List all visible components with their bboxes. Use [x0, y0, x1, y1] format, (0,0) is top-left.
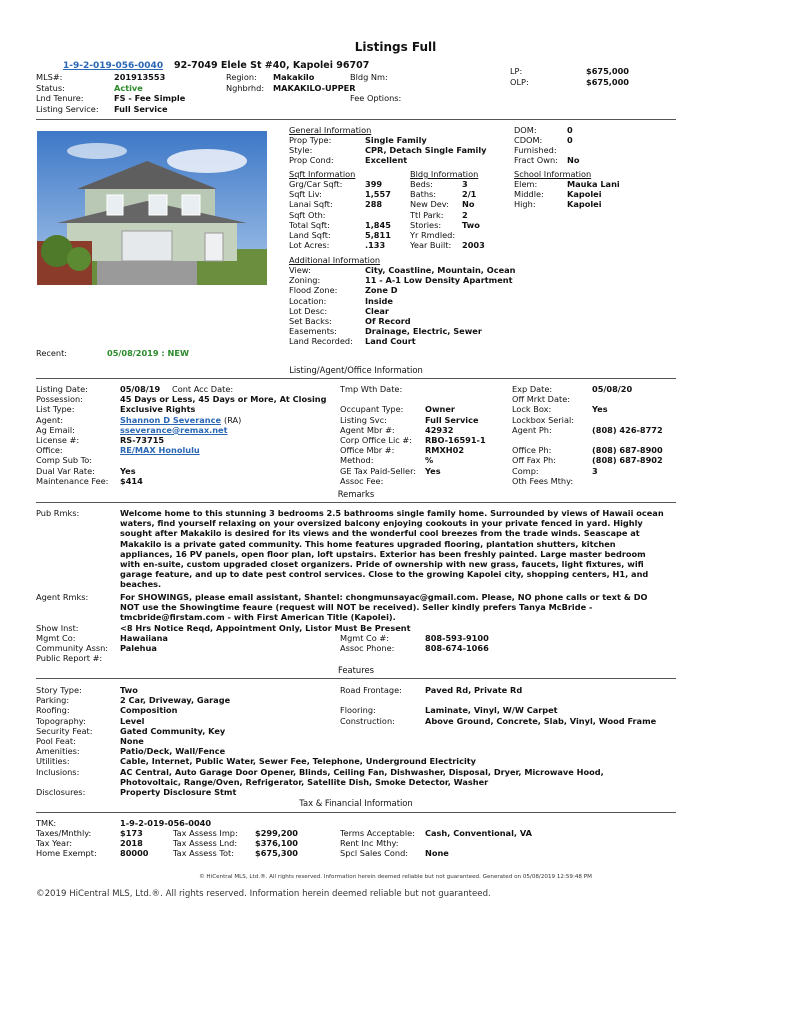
bldg-field-label: New Dev: [410, 199, 449, 210]
feature-field-label: Topography: [36, 715, 86, 726]
school-field-label: Middle: [514, 189, 544, 200]
bldg-label: Bldg Nm: [350, 72, 388, 82]
listing-field-label: Oth Fees Mthy: [512, 475, 574, 486]
olp-label: OLP: [510, 77, 529, 87]
footer-small: © HiCentral MLS, Ltd.®. All rights reserved. Information herein deemed reliable but not guaranteed. Generated on 05/08/2019 12:59:48 PM [199, 874, 592, 880]
mgmt-co-number-label: Mgmt Co #: [340, 633, 389, 643]
pub-remarks-label: Pub Rmks: [36, 508, 80, 518]
lp-label: LP: [510, 66, 523, 76]
additional-field-value: 11 - A-1 Low Density Apartment [365, 275, 513, 286]
listing-field-label: Possession: [36, 394, 83, 405]
listing-field-label: List Type: [36, 404, 75, 415]
listing-field-value: 05/08/19 [120, 384, 161, 394]
style-label: Style: [289, 145, 313, 155]
listing-field-suffix: (RA) [224, 414, 242, 425]
bldg-field-label: Baths: [410, 189, 437, 200]
tax-field-value: $173 [120, 828, 143, 838]
sqft-field-label: Total Sqft: [289, 219, 330, 230]
olp-value: $675,000 [586, 77, 629, 87]
school-field-value: Kapolei [567, 189, 602, 200]
feature-field-label: Security Feat: [36, 725, 93, 736]
listing-field-value: 3 [592, 465, 598, 476]
sqft-field-value: 288 [365, 199, 383, 210]
tax-field-label: Tax Assess Imp: [173, 828, 238, 838]
listing-field-label: Dual Var Rate: [36, 465, 95, 476]
show-inst-label: Show Inst: [36, 623, 79, 633]
divider [36, 812, 676, 813]
feature-field-value: Photovoltaic, Range/Oven, Refrigerator, Satellite Dish, Smoke Detector, Washer [120, 776, 489, 787]
additional-field-value: Drainage, Electric, Sewer [365, 326, 482, 337]
prop-cond-value: Excellent [365, 155, 408, 165]
tax-field-label: Spcl Sales Cond: [340, 848, 409, 859]
listing-field-value[interactable]: RE/MAX Honolulu [120, 445, 200, 456]
show-inst-value: <8 Hrs Notice Reqd, Appointment Only, Listor Must Be Present [120, 623, 411, 633]
feature-field-value: Laminate, Vinyl, W/W Carpet [425, 705, 558, 716]
listing-field-label: Agent Ph: [512, 424, 552, 435]
bldg-field-label: Yr Rmdled: [410, 230, 456, 240]
tax-field-value: None [425, 848, 449, 859]
feature-field-value: Gated Community, Key [120, 725, 226, 736]
tax-field-label: Terms Acceptable: [340, 828, 415, 838]
mls-label: MLS#: [36, 72, 63, 82]
property-photo[interactable] [37, 131, 267, 285]
furnished-label: Furnished: [514, 145, 557, 155]
listing-field-value: Full Service [425, 414, 479, 425]
additional-field-label: Lot Desc: [289, 305, 328, 316]
feature-field-label: Pool Feat: [36, 736, 76, 746]
section-tax-heading: Tax & Financial Information [299, 798, 413, 808]
listing-address: 92-7049 Elele St #40, Kapolei 96707 [174, 60, 370, 71]
feature-field-label: Roofing: [36, 705, 70, 716]
listing-field-label: Office Ph: [512, 445, 552, 456]
listing-field-value: % [425, 455, 434, 466]
additional-field-value: Of Record [365, 316, 411, 326]
sqft-field-value: 5,811 [365, 230, 391, 240]
general-info-heading: General Information [289, 125, 372, 135]
sqft-field-label: Sqft Liv: [289, 189, 322, 200]
feature-field-label: Road Frontage: [340, 685, 402, 695]
listing-field-value: (808) 687-8900 [592, 445, 663, 456]
mgmt-co-number-value: 808-593-9100 [425, 633, 489, 643]
section-agent-heading: Listing/Agent/Office Information [289, 365, 423, 375]
public-report-label: Public Report #: [36, 653, 103, 663]
listing-field-value: $414 [120, 475, 143, 486]
sqft-field-label: Land Sqft: [289, 230, 331, 240]
listing-field-value: (808) 426-8772 [592, 424, 663, 435]
additional-field-label: Set Backs: [289, 316, 332, 326]
fract-own-value: No [567, 155, 580, 165]
listing-field-value: RMXH02 [425, 445, 465, 456]
bldg-field-label: Beds: [410, 179, 433, 189]
sqft-field-label: Grg/Car Sqft: [289, 179, 343, 189]
additional-field-label: Flood Zone: [289, 285, 338, 296]
listing-field-label: License #: [36, 435, 80, 445]
sqft-field-label: Lanai Sqft: [289, 199, 333, 210]
bldg-field-value: No [462, 199, 475, 210]
feature-field-label: Flooring: [340, 705, 376, 716]
tax-field-label: Tax Assess Lnd: [173, 838, 238, 849]
fract-own-label: Fract Own: [514, 155, 558, 165]
pub-remarks-text: Welcome home to this stunning 3 bedrooms 2.5 bathrooms single family home. Surrounded by views of Hawaii ocean waters, find yourself relaxing on your oversized balcony enjoying cookouts in your private fenced in yard. Highly sought after Makakilo is desired for its views and the wonderful cool breezes from the trade winds. Seascape at Makakilo is a private gated community. This home features upgraded flooring, plantation shutters, kitchen appliances, 16 PV panels, open floor plan, loft upstairs. Exterior has been freshly painted. Large master bedroom with en-suite, custom upgraded closet organizers. Pride of ownership with new grass, faucets, light fixtures, wifi garage feature, and up to date pest control services. Close to the growing Kapolei city, shopping centers, H1, and beaches. [120, 508, 664, 590]
prop-cond-label: Prop Cond: [289, 155, 334, 165]
tax-field-value: 2018 [120, 838, 143, 849]
feature-field-value: Above Ground, Concrete, Slab, Vinyl, Wood Frame [425, 715, 657, 726]
school-field-value: Mauka Lani [567, 179, 620, 189]
sqft-field-value: 1,845 [365, 219, 391, 230]
tmk-label: TMK: [36, 818, 57, 828]
listing-field-label: GE Tax Paid-Seller: [340, 465, 417, 476]
listing-field-label: Agent Mbr #: [340, 424, 395, 435]
school-info-heading: School Information [514, 169, 592, 179]
listing-field-label: Method: [340, 455, 374, 466]
tenure-label: Lnd Tenure: [36, 93, 84, 103]
divider [36, 678, 676, 679]
feature-field-label: Inclusions: [36, 766, 80, 777]
dom-value: 0 [567, 125, 573, 135]
section-features-heading: Features [337, 665, 374, 675]
lp-value: $675,000 [586, 66, 629, 76]
additional-field-value: Clear [365, 305, 389, 316]
additional-field-label: View: [289, 265, 311, 275]
feature-field-value: AC Central, Auto Garage Door Opener, Blinds, Ceiling Fan, Dishwasher, Disposal, Dryer, Microwave Hood, [120, 766, 604, 777]
school-field-label: Elem: [514, 179, 538, 189]
mgmt-co-value: Hawaiiana [120, 633, 168, 643]
additional-field-label: Zoning: [289, 275, 321, 286]
feature-field-value: Paved Rd, Private Rd [425, 685, 523, 695]
school-field-value: Kapolei [567, 199, 602, 210]
status-value: Active [114, 83, 143, 93]
feature-field-value: Cable, Internet, Public Water, Sewer Fee, Telephone, Underground Electricity [120, 756, 477, 767]
listing-field-value: Yes [120, 465, 136, 476]
mls-number: 201913553 [114, 72, 166, 82]
additional-field-value: Land Court [365, 336, 416, 347]
feature-field-value: Composition [120, 705, 178, 716]
additional-field-value: Zone D [365, 285, 398, 296]
tax-field-label: Tax Year: [36, 838, 73, 849]
bldg-field-value: 2003 [462, 240, 485, 251]
agent-remarks-label: Agent Rmks: [36, 592, 89, 602]
tmk-link[interactable]: 1-9-2-019-056-0040 [63, 61, 164, 71]
sqft-field-value: .133 [365, 240, 386, 251]
listing-field-value: Exclusive Rights [120, 404, 196, 415]
listing-field-label: Ag Email: [36, 424, 75, 435]
additional-field-label: Land Recorded: [289, 336, 353, 347]
additional-field-label: Easements: [289, 326, 337, 337]
feature-field-label: Amenities: [36, 746, 80, 757]
section-remarks-heading: Remarks [337, 489, 375, 499]
fee-options-label: Fee Options: [350, 93, 402, 103]
feature-field-label: Parking: [36, 695, 70, 706]
community-assn-label: Community Assn: [36, 643, 109, 653]
listing-field-label: Comp Sub To: [36, 455, 93, 466]
listing-field-label: Off Fax Ph: [512, 455, 556, 466]
additional-field-value: Inside [365, 295, 393, 306]
dom-label: DOM: [514, 125, 537, 135]
listing-field-label: Assoc Fee: [340, 475, 384, 486]
divider [36, 502, 676, 503]
feature-field-value: Level [120, 715, 145, 726]
tax-field-value: Cash, Conventional, VA [425, 828, 532, 838]
listing-field-value: Owner [425, 404, 455, 415]
nghbrhd-label: Nghbrhd: [226, 83, 265, 93]
cdom-label: CDOM: [514, 135, 543, 145]
listing-field-label: Exp Date: [512, 384, 553, 394]
bldg-field-value: 2/1 [462, 189, 477, 200]
tax-field-value: 80000 [120, 848, 149, 859]
feature-field-value: Two [120, 685, 138, 695]
sqft-field-label: Lot Acres: [289, 240, 330, 251]
listing-field-label: Occupant Type: [340, 404, 404, 415]
tax-field-value: $675,300 [255, 848, 298, 859]
listing-field-value: 42932 [425, 424, 454, 435]
listing-field-label: Listing Svc: [340, 414, 387, 425]
feature-field-value: Property Disclosure Stmt [120, 787, 237, 797]
listing-field-value: RBO-16591-1 [425, 435, 486, 445]
style-value: CPR, Detach Single Family [365, 145, 487, 155]
region-value: Makakilo [273, 72, 315, 82]
listing-field-label: Listing Date: [36, 384, 88, 394]
feature-field-value: 2 Car, Driveway, Garage [120, 695, 231, 706]
listing-field-label: Office: [36, 445, 63, 456]
divider [36, 378, 676, 379]
bldg-field-value: Two [462, 219, 480, 230]
bldg-field-label: Year Built: [410, 240, 452, 251]
community-assn-value: Palehua [120, 643, 157, 653]
tax-field-label: Rent Inc Mthy: [340, 838, 399, 849]
additional-info-heading: Additional Information [289, 255, 381, 265]
tax-field-label: Tax Assess Tot: [173, 848, 234, 859]
additional-field-value: City, Coastline, Mountain, Ocean [365, 265, 516, 275]
region-label: Region: [226, 72, 257, 82]
listing-field-label: Off Mrkt Date: [512, 394, 571, 405]
feature-field-label: Construction: [340, 715, 395, 726]
sqft-info-heading: Sqft Information [289, 169, 356, 179]
prop-type-label: Prop Type: [289, 135, 332, 145]
service-label: Listing Service: [36, 104, 99, 114]
sqft-field-value: 399 [365, 179, 383, 189]
sqft-field-value: 1,557 [365, 189, 391, 200]
listing-field-value: 45 Days or Less, 45 Days or More, At Closing [120, 394, 327, 405]
recent-value: 05/08/2019 : NEW [107, 348, 190, 358]
agent-remarks-text: For SHOWINGS, please email assistant, Shantel: chongmunsayac@gmail.com. Please, NO phone calls or text & DO NOT use the Showingtime feaure (request will NOT be received). Seller kindly prefers Tanya McBride - tmcbride@firstam.com - with First American Title (Kapolei). [120, 592, 648, 623]
prop-type-value: Single Family [365, 135, 427, 145]
bldg-field-label: Stories: [410, 219, 442, 230]
listing-field-label: Lockbox Serial: [512, 414, 574, 425]
tmk-value: 1-9-2-019-056-0040 [120, 818, 212, 828]
nghbrhd-value: MAKAKILO-UPPER [273, 83, 356, 93]
listing-field-label: Corp Office Lic #: [340, 435, 412, 445]
sqft-field-label: Sqft Oth: [289, 209, 326, 220]
listing-field-label: Office Mbr #: [340, 445, 395, 456]
bldg-info-heading: Bldg Information [410, 169, 479, 179]
listing-field-label: Comp: [512, 465, 539, 476]
status-label: Status: [36, 83, 65, 93]
listing-field-value: 05/08/20 [592, 384, 633, 394]
listing-field-value[interactable]: Shannon D Severance [120, 414, 221, 425]
listing-field-label: Agent: [36, 414, 63, 425]
cont-acc-label: Cont Acc Date: [172, 384, 234, 394]
listing-field-value: RS-73715 [120, 435, 165, 445]
bldg-field-value: 3 [462, 179, 468, 189]
cdom-value: 0 [567, 135, 573, 145]
feature-field-label: Story Type: [36, 685, 82, 695]
assoc-phone-value: 808-674-1066 [425, 643, 489, 653]
assoc-phone-label: Assoc Phone: [340, 643, 395, 653]
mgmt-co-label: Mgmt Co: [36, 633, 76, 643]
feature-field-value: Patio/Deck, Wall/Fence [120, 746, 226, 757]
listing-field-value: (808) 687-8902 [592, 455, 663, 466]
feature-field-value: None [120, 736, 144, 746]
bldg-field-value: 2 [462, 209, 468, 220]
listing-field-value: Yes [425, 465, 441, 476]
tax-field-value: $299,200 [255, 828, 298, 838]
tenure-value: FS - Fee Simple [114, 93, 186, 103]
service-value: Full Service [114, 104, 168, 114]
page-title: Listings Full [354, 40, 437, 54]
school-field-label: High: [514, 199, 536, 210]
copyright-footer: ©2019 HiCentral MLS, Ltd.®. All rights reserved. Information herein deemed reliable but not guaranteed. [36, 889, 491, 899]
listing-field-label: Tmp Wth Date: [340, 384, 403, 394]
listing-field-label: Maintenance Fee: [36, 475, 109, 486]
feature-field-label: Disclosures: [36, 787, 86, 797]
additional-field-label: Location: [289, 295, 327, 306]
bldg-field-label: Ttl Park: [410, 209, 444, 220]
listing-field-label: Lock Box: [512, 404, 552, 415]
listing-field-value: Yes [592, 404, 608, 415]
feature-field-label: Utilities: [36, 756, 70, 767]
tax-field-label: Home Exempt: [36, 848, 97, 859]
listing-field-value[interactable]: sseverance@remax.net [120, 424, 228, 435]
tax-field-label: Taxes/Mnthly: [36, 828, 92, 838]
divider [36, 119, 676, 120]
recent-label: Recent: [36, 348, 68, 358]
tax-field-value: $376,100 [255, 838, 298, 849]
